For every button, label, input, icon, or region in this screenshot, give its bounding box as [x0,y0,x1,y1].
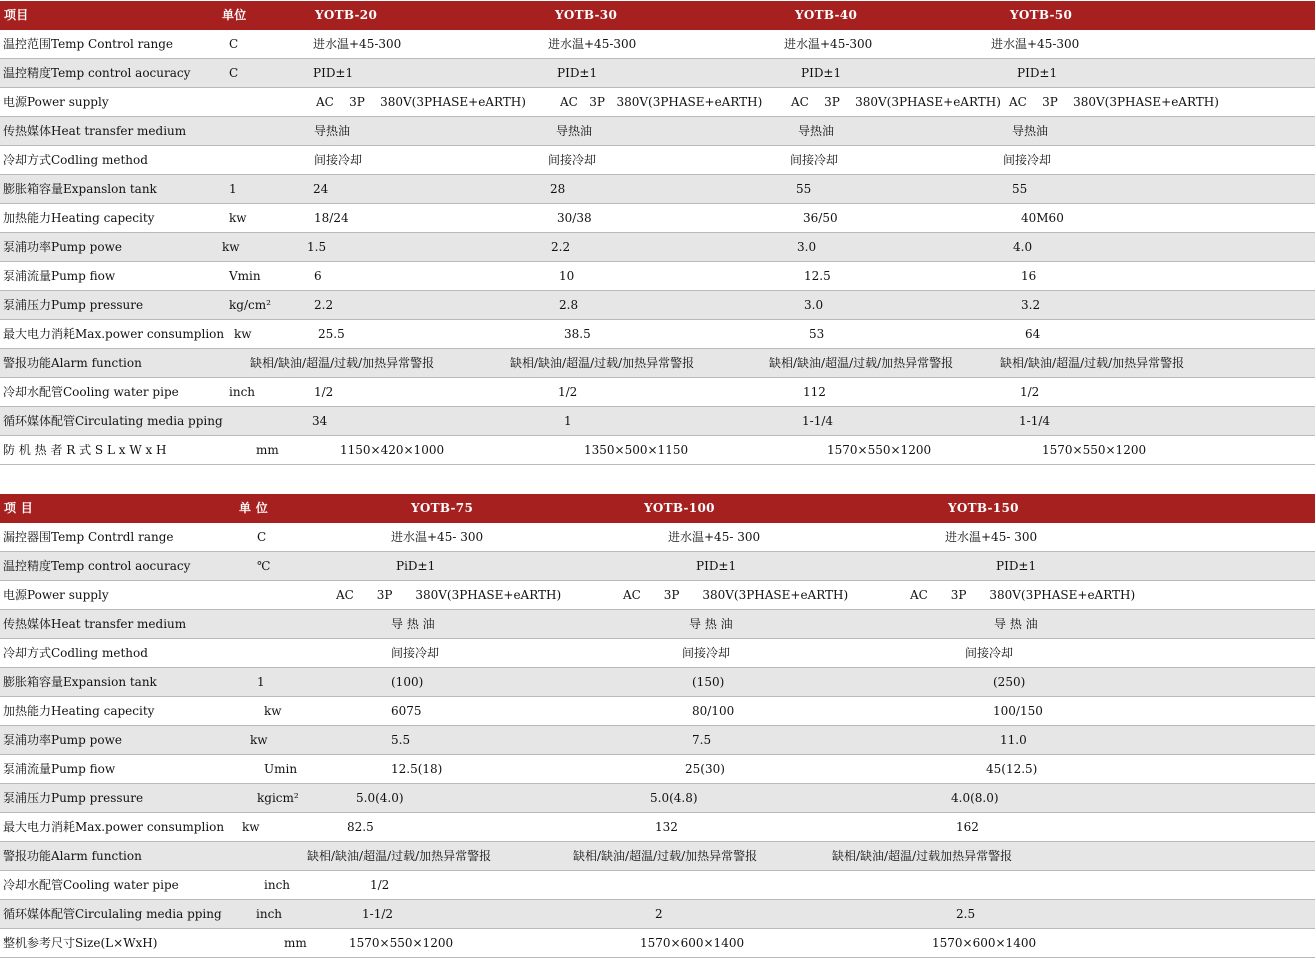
table1-cell-r5-c5: 55 [1012,182,1028,196]
table2-cell-r14-c2: 1570×550×1200 [349,936,454,950]
table-row [0,784,1315,813]
table2-cell-r5-c2: (100) [391,675,424,689]
table1-cell-r13-c2: 34 [312,414,328,428]
table-row [0,291,1315,320]
table2-cell-r8-c3: 25(30) [685,762,725,776]
table-row [0,755,1315,784]
table1-cell-r9-c4: 3.0 [804,298,824,312]
table1-header-cell-4: YOTB-40 [795,8,858,22]
table1-cell-r7-c1: kw [222,240,240,254]
table1-cell-r10-c2: 25.5 [318,327,345,341]
table2-cell-r2-c3: AC 3P 380V(3PHASE+eARTH) [623,588,849,602]
table-row [0,668,1315,697]
table-row [0,407,1315,436]
table1-cell-r1-c3: PID±1 [557,66,598,80]
table-row [0,900,1315,929]
table1-cell-r5-c2: 24 [313,182,329,196]
table2-cell-r10-c4: 162 [956,820,979,834]
table1-cell-r9-c3: 2.8 [559,298,579,312]
table1-cell-r4-c2: 间接冷却 [314,153,363,167]
table-row [0,378,1315,407]
table-row [0,349,1315,378]
table2-cell-r8-c4: 45(12.5) [986,762,1038,776]
table2-cell-r2-c2: AC 3P 380V(3PHASE+eARTH) [336,588,562,602]
table-row [0,262,1315,291]
table1-cell-r10-c3: 38.5 [564,327,591,341]
table1-cell-r9-c5: 3.2 [1021,298,1041,312]
spec-table-1 [0,1,1315,465]
table2-cell-r5-c1: 1 [257,675,265,689]
table1-cell-r4-c5: 间接冷却 [1003,153,1052,167]
table2-cell-r8-c1: Umin [264,762,298,776]
table-row [0,697,1315,726]
table1-cell-r14-c3: 1350×500×1150 [584,443,689,457]
table1-cell-r14-c0: 防 机 热 者 R 式 S L x W x H [3,443,167,457]
table2-cell-r7-c4: 11.0 [1000,733,1027,747]
table2-cell-r5-c0: 膨胀箱容量Expansion tank [3,675,157,689]
table1-cell-r14-c1: mm [256,443,279,457]
table2-cell-r5-c4: (250) [993,675,1026,689]
table1-cell-r8-c1: Vmin [229,269,261,283]
table1-header-cell-0: 项目 [4,8,29,22]
table1-cell-r4-c0: 冷却方式Codling method [3,153,148,167]
table2-cell-r8-c2: 12.5(18) [391,762,443,776]
table1-cell-r8-c3: 10 [559,269,575,283]
table1-cell-r12-c1: inch [229,385,256,399]
table2-cell-r3-c2: 导 热 油 [391,617,435,631]
table1-cell-r9-c0: 泵浦压力Pump pressure [3,298,144,312]
table1-cell-r4-c3: 间接冷却 [548,153,597,167]
table-row [0,929,1315,958]
table1-cell-r2-c2: AC 3P 380V(3PHASE+eARTH) [316,95,526,109]
table-row [0,842,1315,871]
table1-cell-r0-c1: C [229,37,239,51]
table1-cell-r0-c5: 进水温+45-300 [991,37,1080,51]
table2-cell-r3-c0: 传热媒体Heat transfer medium [3,617,187,631]
table1-cell-r8-c4: 12.5 [804,269,831,283]
table2-cell-r5-c3: (150) [692,675,725,689]
table2-cell-r13-c4: 2.5 [956,907,976,921]
table2-cell-r9-c1: kgicm² [257,791,299,805]
table1-cell-r1-c5: PID±1 [1017,66,1058,80]
table2-cell-r12-c1: inch [264,878,291,892]
table2-cell-r0-c3: 进水温+45- 300 [668,530,761,544]
table1-cell-r0-c3: 进水温+45-300 [548,37,637,51]
table1-cell-r0-c4: 进水温+45-300 [784,37,873,51]
table1-cell-r1-c0: 温控精度Temp control aocuracy [3,66,191,80]
table2-cell-r9-c0: 泵浦压力Pump pressure [3,791,144,805]
table1-cell-r6-c0: 加热能力Heating capecity [3,211,155,225]
table1-cell-r11-c3: 缺相/缺油/超温/过载/加热异常警报 [510,356,695,370]
table-row [0,146,1315,175]
table2-cell-r4-c3: 间接冷却 [682,646,731,660]
table-row [0,88,1315,117]
table2-cell-r14-c4: 1570×600×1400 [932,936,1037,950]
table-row [0,117,1315,146]
table2-cell-r0-c1: C [257,530,267,544]
table1-cell-r9-c1: kg/cm² [229,298,271,312]
table2-header-cell-0: 项 目 [4,501,34,515]
table1-cell-r12-c4: 112 [803,385,826,399]
table1-cell-r2-c4: AC 3P 380V(3PHASE+eARTH) [791,95,1001,109]
table-row [0,552,1315,581]
table2-cell-r10-c1: kw [242,820,260,834]
table1-cell-r6-c1: kw [229,211,247,225]
table-row [0,175,1315,204]
table2-cell-r11-c3: 缺相/缺油/超温/过载/加热异常警报 [573,849,758,863]
table-row [0,233,1315,262]
table2-cell-r1-c3: PID±1 [696,559,737,573]
table-row [0,726,1315,755]
table1-cell-r10-c4: 53 [809,327,825,341]
table1-cell-r1-c4: PID±1 [801,66,842,80]
table2-cell-r14-c3: 1570×600×1400 [640,936,745,950]
table1-cell-r11-c4: 缺相/缺油/超温/过载/加热异常警报 [769,356,954,370]
table2-cell-r8-c0: 泵浦流量Pump fiow [3,762,116,776]
table1-cell-r9-c2: 2.2 [314,298,334,312]
table1-cell-r10-c0: 最大电力消耗Max.power consumplion [3,327,225,341]
table-row [0,30,1315,59]
table1-cell-r13-c3: 1 [564,414,572,428]
table1-cell-r0-c2: 进水温+45-300 [313,37,402,51]
table2-cell-r4-c2: 间接冷却 [391,646,440,660]
table2-cell-r14-c1: mm [284,936,307,950]
table2-header-cell-2: YOTB-75 [411,501,474,515]
table2-cell-r9-c4: 4.0(8.0) [951,791,999,805]
table2-cell-r1-c2: PiD±1 [396,559,436,573]
table2-cell-r13-c3: 2 [655,907,663,921]
table-row [0,436,1315,465]
table-row [0,523,1315,552]
table1-cell-r1-c1: C [229,66,239,80]
table1-cell-r5-c3: 28 [550,182,566,196]
table1-cell-r6-c3: 30/38 [557,211,592,225]
table2-cell-r11-c0: 警报功能Alarm function [3,849,142,863]
table2-cell-r7-c0: 泵浦功率Pump powe [3,733,122,747]
table1-cell-r14-c2: 1150×420×1000 [340,443,445,457]
table-row [0,581,1315,610]
table1-cell-r6-c4: 36/50 [803,211,838,225]
table1-cell-r13-c5: 1-1/4 [1019,414,1051,428]
table1-cell-r8-c2: 6 [314,269,322,283]
table-row [0,813,1315,842]
table1-header-cell-2: YOTB-20 [315,8,378,22]
table2-cell-r6-c4: 100/150 [993,704,1043,718]
table2-cell-r9-c3: 5.0(4.8) [650,791,698,805]
table2-cell-r7-c1: kw [250,733,268,747]
table1-cell-r7-c4: 3.0 [797,240,817,254]
table1-cell-r11-c2: 缺相/缺油/超温/过载/加热异常警报 [250,356,435,370]
table1-cell-r2-c0: 电源Power supply [3,95,109,109]
table1-cell-r12-c3: 1/2 [558,385,578,399]
table1-cell-r7-c2: 1.5 [307,240,327,254]
table-row [0,59,1315,88]
table1-cell-r5-c0: 膨胀箱容量Expanslon tank [3,182,157,196]
table1-header-row [0,1,1315,30]
table1-cell-r1-c2: PID±1 [313,66,354,80]
table2-cell-r12-c2: 1/2 [370,878,390,892]
table2-cell-r12-c0: 冷却水配管Cooling water pipe [3,878,179,892]
table1-cell-r14-c4: 1570×550×1200 [827,443,932,457]
table2-cell-r0-c2: 进水温+45- 300 [391,530,484,544]
table2-cell-r1-c4: PID±1 [996,559,1037,573]
table2-cell-r1-c1: ℃ [257,559,271,573]
table1-header-cell-3: YOTB-30 [555,8,618,22]
table1-cell-r3-c3: 导热油 [556,124,593,138]
table-row [0,320,1315,349]
table1-header-cell-1: 单位 [222,8,247,22]
table1-cell-r4-c4: 间接冷却 [790,153,839,167]
table2-header-cell-3: YOTB-100 [644,501,715,515]
table-row [0,871,1315,900]
table1-cell-r10-c1: kw [234,327,252,341]
table2-cell-r6-c3: 80/100 [692,704,735,718]
table1-cell-r12-c2: 1/2 [314,385,334,399]
table-row [0,204,1315,233]
table1-cell-r14-c5: 1570×550×1200 [1042,443,1147,457]
table1-cell-r8-c5: 16 [1021,269,1037,283]
table1-cell-r13-c0: 循环媒体配管Circulating media pping [3,414,223,428]
spec-table-2 [0,494,1315,958]
table1-cell-r6-c5: 40M60 [1021,211,1064,225]
table2-cell-r1-c0: 温控精度Temp control aocuracy [3,559,191,573]
table2-cell-r10-c3: 132 [655,820,678,834]
table2-cell-r4-c4: 间接冷却 [965,646,1014,660]
table2-cell-r3-c4: 导 热 油 [994,617,1038,631]
table2-cell-r0-c4: 进水温+45- 300 [945,530,1038,544]
table1-cell-r7-c5: 4.0 [1013,240,1033,254]
table1-cell-r7-c3: 2.2 [551,240,571,254]
table1-cell-r7-c0: 泵浦功率Pump powe [3,240,122,254]
table1-cell-r11-c0: 警报功能Alarm function [3,356,142,370]
table2-cell-r13-c2: 1-1/2 [362,907,394,921]
table2-cell-r6-c2: 6075 [391,704,422,718]
table1-cell-r12-c5: 1/2 [1020,385,1040,399]
table2-header-row [0,494,1315,523]
table1-cell-r3-c2: 导热油 [314,124,351,138]
table2-cell-r10-c2: 82.5 [347,820,374,834]
table2-cell-r10-c0: 最大电力消耗Max.power consumplion [3,820,225,834]
table2-cell-r2-c0: 电源Power supply [3,588,109,602]
table1-cell-r10-c5: 64 [1025,327,1041,341]
table1-cell-r0-c0: 温控范围Temp Control range [3,37,174,51]
table1-cell-r6-c2: 18/24 [314,211,349,225]
table2-cell-r13-c0: 循环媒体配管Circulaling media pping [3,907,222,921]
table2-cell-r3-c3: 导 热 油 [689,617,733,631]
table2-cell-r6-c0: 加热能力Heating capecity [3,704,155,718]
table1-cell-r3-c5: 导热油 [1012,124,1049,138]
table1-cell-r13-c4: 1-1/4 [802,414,834,428]
table-row [0,639,1315,668]
table2-cell-r14-c0: 整机参考尺寸Size(L×WxH) [3,936,158,950]
table2-cell-r11-c4: 缺相/缺油/超温/过载加热异常警报 [832,849,1013,863]
table2-cell-r7-c2: 5.5 [391,733,411,747]
table2-header-cell-4: YOTB-150 [948,501,1019,515]
table2-cell-r6-c1: kw [264,704,282,718]
table1-cell-r3-c0: 传热媒体Heat transfer medium [3,124,187,138]
table1-header-cell-5: YOTB-50 [1010,8,1073,22]
table1-cell-r8-c0: 泵浦流量Pump fiow [3,269,116,283]
table1-cell-r2-c5: AC 3P 380V(3PHASE+eARTH) [1009,95,1219,109]
table2-header-cell-1: 单 位 [239,501,269,515]
table1-cell-r11-c5: 缺相/缺油/超温/过载/加热异常警报 [1000,356,1185,370]
table2-cell-r7-c3: 7.5 [692,733,712,747]
table2-cell-r0-c0: 漏控器围Temp Contrdl range [3,530,174,544]
table-row [0,610,1315,639]
table1-cell-r12-c0: 冷却水配管Cooling water pipe [3,385,179,399]
table2-cell-r2-c4: AC 3P 380V(3PHASE+eARTH) [910,588,1136,602]
table1-cell-r5-c1: 1 [229,182,237,196]
table1-cell-r5-c4: 55 [796,182,812,196]
table2-cell-r4-c0: 冷却方式Codling method [3,646,148,660]
table2-cell-r13-c1: inch [256,907,283,921]
table2-cell-r11-c2: 缺相/缺油/超温/过载/加热异常警报 [307,849,492,863]
table1-cell-r3-c4: 导热油 [798,124,835,138]
table1-cell-r2-c3: AC 3P 380V(3PHASE+eARTH) [560,95,763,109]
table2-cell-r9-c2: 5.0(4.0) [356,791,404,805]
